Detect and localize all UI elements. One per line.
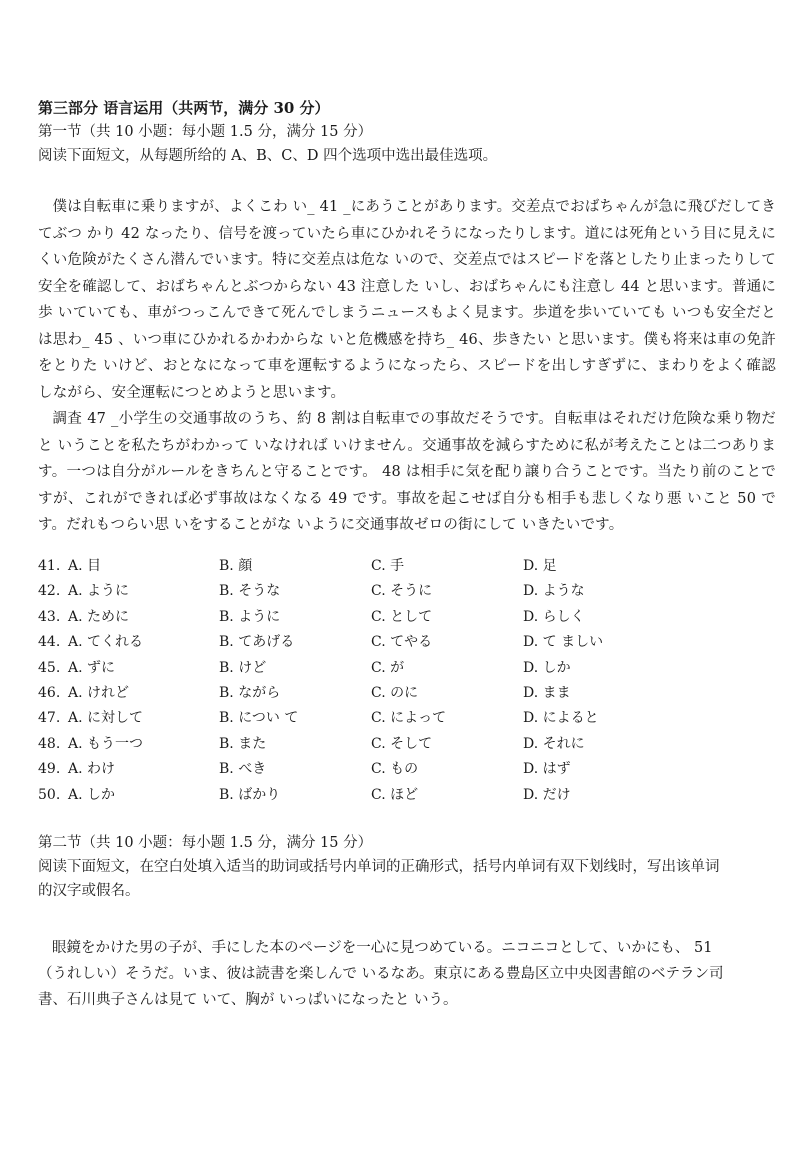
section-title: 第三部分 语言运用（共两节，满分 30 分） <box>38 99 330 117</box>
question-options <box>38 554 778 808</box>
question-row <box>38 757 778 782</box>
option-c: C. として <box>371 608 433 625</box>
option-b: B. ように <box>219 608 281 625</box>
option-d: D. ような <box>523 583 585 600</box>
question-row <box>38 630 778 655</box>
question-number: 44. <box>38 634 61 651</box>
option-d: D. はず <box>523 761 571 778</box>
option-a: A. てくれる <box>68 634 144 651</box>
question-number: 50. <box>38 786 61 803</box>
option-d: D. それに <box>523 735 585 752</box>
question-row <box>38 732 778 757</box>
option-c: C. が <box>371 659 405 676</box>
option-b: B. また <box>219 735 267 752</box>
option-b: B. ばかり <box>219 786 281 803</box>
question-row <box>38 706 778 731</box>
option-b: B. べき <box>219 761 267 778</box>
question-number: 48. <box>38 735 61 752</box>
option-b: B. けど <box>219 659 267 676</box>
part2-instruction-cont: 的汉字或假名。 <box>38 883 140 899</box>
question-row <box>38 579 778 604</box>
part2-instruction: 阅读下面短文，在空白处填入适当的助词或括号内单词的正确形式，括号内单词有双下划线时，写出该单词 <box>38 859 720 875</box>
option-d: D. しか <box>523 659 571 676</box>
option-c: C. によって <box>371 710 447 727</box>
reading-passage <box>38 194 776 539</box>
option-a: A. けれど <box>68 684 130 701</box>
option-d: D. だけ <box>523 786 571 803</box>
question-number: 45. <box>38 659 61 676</box>
option-c: C. のに <box>371 684 419 701</box>
passage-paragraph-1: 僕は自転車に乗りますが、よくこわ い_ 41 _にあうことがあります。交差点でおばちゃんが急に飛びだしてきてぶつ かり 42 なったり、信号を渡っていたら車にひかれそうになったりします。道には死角という目に見えにくい危険がたくさん潜んでいます。特に交差点は危な いので、交差点ではスピードを落としたり止まったりして安全を確認して、おばちゃんとぶつからない 43 注意した いし、おばちゃんにも注意し 44 と思います。普通に歩 いていても、車がつっこんできて死んでしまうニュースもよく見ます。歩道を歩いていても いつも安全だとは思わ_ 45 、いつ車にひかれるかわからな いと危機感を持ち_ 46、歩きたい と思います。僕も将来は車の免許をとりた いけど、おとなになって車を運転するようになったら、スピードを出しすぎずに、まわりをよく確認しながら、安全運転につとめようと思います。 <box>38 199 776 401</box>
question-number: 42. <box>38 583 61 600</box>
passage-paragraph-2: 調査 47 _小学生の交通事故のうち、約 8 割は自転車での事故だそうです。自転車はそれだけ危険な乗り物だと いうことを私たちがわかって いなければ いけません。交通事故を減らすために私が考えたことは二つあります。一つは自分がルールをきちんと守ることです。 48 は相手に気を配り譲り合うことです。当たり前のことですが、これができれば必ず事故はなくなる 49 です。事故を起こせば自分も相手も悲しくなり悪 いこと 50 です。だれもつらい思 いをすることがな いように交通事故ゼロの街にして いきたいです。 <box>38 411 776 533</box>
question-number: 43. <box>38 608 61 625</box>
option-a: A. ように <box>68 583 130 600</box>
option-c: C. 手 <box>371 558 405 574</box>
option-c: C. もの <box>371 761 419 778</box>
passage2-line-2: （うれしい）そうだ。いま、彼は読書を楽しんで いるなあ。東京にある豊島区立中央図書館のベテラン司 <box>38 966 724 982</box>
option-b: B. そうな <box>219 583 281 600</box>
option-b: B. につい て <box>219 710 299 727</box>
option-a: A. に対して <box>68 710 144 727</box>
option-b: B. ながら <box>219 684 281 701</box>
option-c: C. そして <box>371 735 433 752</box>
option-c: C. てやる <box>371 634 433 651</box>
option-a: A. 目 <box>68 558 102 574</box>
option-d: D. らしく <box>523 608 585 625</box>
question-row <box>38 783 778 808</box>
option-a: A. ために <box>68 608 130 625</box>
option-a: A. ずに <box>68 659 116 676</box>
question-number: 49. <box>38 761 61 778</box>
question-row <box>38 681 778 706</box>
option-d: D. によると <box>523 710 599 727</box>
part1-instruction: 阅读下面短文，从每题所给的 A、B、C、D 四个选项中选出最佳选项。 <box>38 148 498 164</box>
question-row <box>38 656 778 681</box>
option-a: A. わけ <box>68 761 116 778</box>
passage2-line-3: 書、石川典子さんは見て いて、胸が いっぱいになったと いう。 <box>38 992 458 1008</box>
option-c: C. ほど <box>371 786 419 803</box>
option-c: C. そうに <box>371 583 433 600</box>
option-a: A. もう一つ <box>68 735 144 752</box>
question-row <box>38 554 778 579</box>
option-d: D. て ましい <box>523 634 604 651</box>
question-number: 41. <box>38 558 61 574</box>
option-a: A. しか <box>68 786 116 803</box>
question-number: 46. <box>38 684 61 701</box>
option-b: B. てあげる <box>219 634 295 651</box>
part2-header: 第二节（共 10 小题：每小题 1.5 分，满分 15 分） <box>38 835 373 851</box>
part1-header: 第一节（共 10 小题：每小题 1.5 分，满分 15 分） <box>38 124 373 140</box>
question-row <box>38 605 778 630</box>
option-d: D. 足 <box>523 558 557 574</box>
option-b: B. 顔 <box>219 558 253 574</box>
option-d: D. まま <box>523 684 571 701</box>
passage2-line-1: 眼鏡をかけた男の子が、手にした本のページを一心に見つめている。ニコニコとして、いかにも、 51 <box>52 940 713 956</box>
question-number: 47. <box>38 710 61 727</box>
